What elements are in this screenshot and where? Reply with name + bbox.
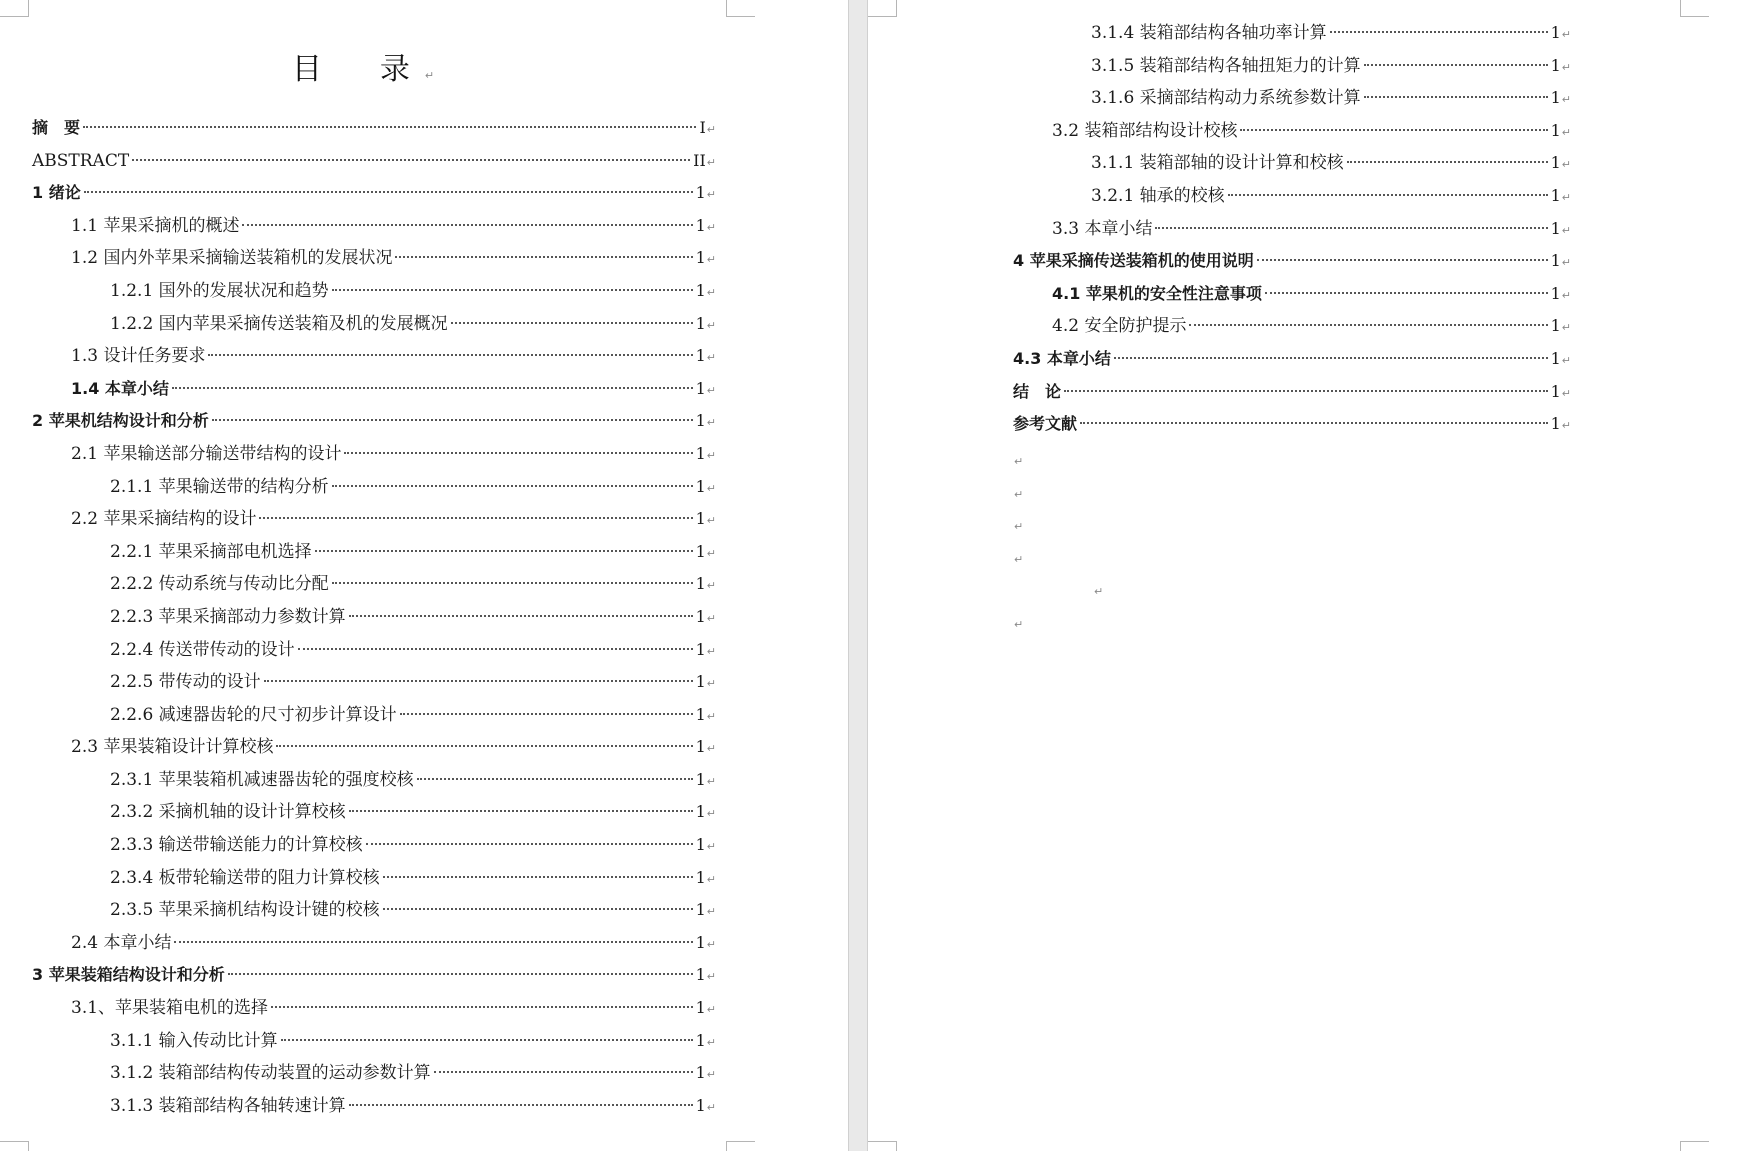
toc-entry-label: 4.1 苹果机的安全性注意事项 [1052,283,1262,303]
toc-entry[interactable] [868,213,1743,246]
toc-entry-label: 3.1.4 装箱部结构各轴功率计算 [1091,23,1327,43]
toc-entry[interactable] [868,82,1743,115]
toc-dot-leader [208,354,692,356]
toc-page-number: 1 [695,932,706,952]
toc-page-number: 1 [695,378,706,398]
paragraph-mark-icon: ↵ [706,677,716,691]
paragraph-mark-icon: ↵ [706,579,716,593]
toc-page-number: 1 [695,509,706,529]
toc-entry-label: 2.2.5 带传动的设计 [110,672,261,693]
paragraph-mark-icon: ↵ [1561,60,1571,74]
toc-dot-leader [417,778,693,780]
toc-entry-label: 2.3.4 板带轮输送带的阻力计算校核 [110,867,380,888]
toc-dot-leader [332,582,693,584]
toc-heading-text: 目 录 [291,52,424,87]
toc-entry[interactable] [0,764,848,797]
toc-entry-label: 2 苹果机结构设计和分析 [32,411,209,431]
toc-page-number: 1 [1550,316,1561,336]
toc-page-number: 1 [695,1030,706,1050]
toc-entry[interactable] [0,242,848,275]
toc-dot-leader [1228,194,1548,196]
toc-entry[interactable] [0,308,848,341]
toc-dot-leader [1364,64,1548,66]
paragraph-mark-icon: ↵ [1561,125,1571,139]
crop-mark [0,0,29,17]
toc-entry[interactable] [0,568,848,601]
toc-entry[interactable] [868,278,1743,311]
paragraph-mark-icon: ↵ [1014,520,1024,534]
toc-page-number: 1 [695,867,706,887]
toc-entry[interactable] [0,1057,848,1090]
paragraph-mark-icon: ↵ [1561,223,1571,237]
toc-entry-label: 2.1 苹果输送部分输送带结构的设计 [71,443,342,464]
toc-entry[interactable] [0,601,848,634]
paragraph-mark-icon: ↵ [1561,190,1571,204]
toc-entry[interactable] [0,992,848,1025]
toc-page-number: 1 [695,574,706,594]
paragraph-mark-icon: ↵ [424,69,449,82]
paragraph-mark-icon: ↵ [706,546,716,560]
paragraph-mark-icon: ↵ [1561,386,1571,400]
crop-mark [1680,0,1709,17]
toc-dot-leader [298,648,693,650]
toc-page-number: 1 [1550,414,1561,434]
paragraph-mark-icon: ↵ [1561,158,1571,172]
paragraph-mark-icon: ↵ [1561,93,1571,107]
paragraph-mark-icon: ↵ [706,1068,716,1082]
toc-entry-label: 3.2.1 轴承的校核 [1091,185,1225,206]
toc-dot-leader [264,680,693,682]
crop-mark [726,1141,755,1151]
crop-mark [868,1141,897,1151]
toc-entry-label: 1 绪论 [32,183,81,203]
toc-entry[interactable] [868,376,1743,409]
paragraph-mark-icon: ↵ [706,220,716,234]
toc-page-number: 1 [695,476,706,496]
toc-entry[interactable] [868,408,1743,441]
empty-paragraph[interactable] [868,609,1103,642]
crop-mark [0,1141,29,1151]
toc-entry[interactable] [0,503,848,536]
toc-page-number: 1 [695,672,706,692]
toc-dot-leader [1330,31,1548,33]
document-page-left[interactable] [0,0,848,1151]
toc-entry[interactable] [868,343,1743,376]
toc-page-number: 1 [1550,348,1561,368]
toc-entry[interactable] [868,147,1743,180]
toc-dot-leader [451,322,693,324]
toc-entry-label: 2.3.2 采摘机轴的设计计算校核 [110,802,346,823]
toc-entry-label: 2.2.2 传动系统与传动比分配 [110,574,329,595]
toc-entry-label: 2.2.6 减速器齿轮的尺寸初步计算设计 [110,704,397,725]
toc-page-number: 1 [1550,185,1561,205]
toc-entry-label: 1.4 本章小结 [71,378,169,398]
toc-entry[interactable] [0,862,848,895]
toc-entry[interactable] [868,245,1743,278]
toc-dot-leader [344,452,692,454]
toc-dot-leader [83,126,696,128]
toc-dot-leader [271,1006,693,1008]
toc-entry-label: 2.1.1 苹果输送带的结构分析 [110,476,329,497]
crop-mark [726,0,755,17]
toc-heading [0,44,740,88]
toc-page-number: 1 [695,1063,706,1083]
toc-page-number: 1 [695,346,706,366]
paragraph-mark-icon: ↵ [706,709,716,723]
toc-page-number: 1 [695,802,706,822]
toc-page-number: 1 [1550,251,1561,271]
crop-mark [868,0,897,17]
toc-dot-leader [315,550,693,552]
paragraph-mark-icon: ↵ [1014,617,1024,631]
paragraph-mark-icon: ↵ [706,514,716,528]
toc-list-right [868,17,1743,441]
toc-entry[interactable] [0,177,848,210]
toc-dot-leader [1265,292,1548,294]
paragraph-mark-icon: ↵ [706,123,716,136]
toc-entry-label: 3.1.6 采摘部结构动力系统参数计算 [1091,88,1361,109]
toc-page-number: 1 [695,737,706,757]
paragraph-mark-icon: ↵ [706,905,716,919]
toc-entry[interactable] [0,536,848,569]
toc-page-number: 1 [695,313,706,333]
paragraph-mark-icon: ↵ [706,448,716,462]
toc-dot-leader [434,1071,693,1073]
paragraph-mark-icon: ↵ [706,970,716,984]
toc-entry-label: ABSTRACT [32,150,130,171]
toc-entry-label: 3.1.2 装箱部结构传动装置的运动参数计算 [110,1063,431,1084]
toc-entry-label: 3.1、苹果装箱电机的选择 [71,998,269,1019]
toc-entry-label: 3.1.1 装箱部轴的设计计算和校核 [1091,153,1344,174]
toc-page-number: 1 [1550,55,1561,75]
toc-page-number: 1 [695,704,706,724]
toc-page-number: 1 [1550,120,1561,140]
paragraph-mark-icon: ↵ [706,318,716,332]
paragraph-mark-icon: ↵ [706,937,716,951]
paragraph-mark-icon: ↵ [706,481,716,495]
toc-entry-label: 参考文献 [1013,414,1078,434]
toc-dot-leader [395,256,692,258]
toc-dot-leader [1114,357,1548,359]
toc-entry[interactable] [0,340,848,373]
empty-paragraph[interactable] [868,576,1103,609]
toc-entry[interactable] [868,17,1743,50]
toc-entry[interactable] [0,927,848,960]
paragraph-mark-icon: ↵ [706,872,716,886]
toc-page-number: 1 [695,248,706,268]
toc-entry-label: 2.2 苹果采摘结构的设计 [71,509,257,530]
toc-page-number: 1 [695,998,706,1018]
toc-dot-leader [1064,390,1548,392]
paragraph-mark-icon: ↵ [1561,28,1571,41]
toc-dot-leader [281,1039,693,1041]
toc-dot-leader [174,941,692,943]
toc-entry[interactable] [0,112,848,145]
toc-dot-leader [84,191,693,193]
paragraph-mark-icon: ↵ [706,188,716,202]
paragraph-mark-icon: ↵ [706,1100,716,1114]
toc-entry[interactable] [0,275,848,308]
toc-page-number: II [693,150,706,170]
toc-entry-label: 1.2.2 国内苹果采摘传送装箱及机的发展概况 [110,313,448,334]
paragraph-mark-icon: ↵ [706,253,716,267]
toc-dot-leader [228,973,693,975]
toc-page-number: 1 [1550,88,1561,108]
toc-entry-label: 4.2 安全防护提示 [1052,316,1187,337]
toc-dot-leader [383,908,693,910]
paragraph-mark-icon: ↵ [1094,585,1104,599]
empty-paragraph[interactable] [868,479,1103,512]
paragraph-mark-icon: ↵ [1014,455,1024,468]
toc-dot-leader [366,843,693,845]
toc-page-number: I [699,118,706,137]
toc-entry-label: 2.3.1 苹果装箱机减速器齿轮的强度校核 [110,769,414,790]
empty-paragraph[interactable] [868,544,1103,577]
toc-dot-leader [332,289,693,291]
toc-entry-label: 3.1.5 装箱部结构各轴扭矩力的计算 [1091,55,1361,76]
paragraph-mark-icon: ↵ [706,383,716,397]
toc-entry-label: 2.4 本章小结 [71,932,172,953]
toc-entry[interactable] [0,829,848,862]
toc-entry[interactable] [0,959,848,992]
toc-entry-label: 结 论 [1013,381,1062,401]
toc-dot-leader [1240,129,1547,131]
paragraph-mark-icon: ↵ [1561,419,1571,433]
toc-page-number: 1 [695,411,706,431]
paragraph-mark-icon: ↵ [706,416,716,430]
empty-paragraph[interactable] [868,446,1103,479]
toc-page-number: 1 [1550,381,1561,401]
toc-entry-label: 2.3.5 苹果采摘机结构设计键的校核 [110,900,380,921]
toc-dot-leader [1155,227,1547,229]
toc-dot-leader [349,1104,693,1106]
document-page-right[interactable] [868,0,1743,1151]
toc-entry-label: 摘 要 [32,118,81,137]
paragraph-mark-icon: ↵ [1561,321,1571,335]
toc-page-number: 1 [1550,283,1561,303]
toc-dot-leader [400,713,693,715]
toc-page-number: 1 [695,900,706,920]
toc-page-number: 1 [695,541,706,561]
paragraph-mark-icon: ↵ [706,1035,716,1049]
toc-entry[interactable] [0,145,848,178]
toc-entry-label: 2.3 苹果装箱设计计算校核 [71,737,274,758]
toc-dot-leader [1080,422,1548,424]
toc-page-number: 1 [695,183,706,203]
toc-page-number: 1 [695,1095,706,1115]
toc-entry[interactable] [0,405,848,438]
crop-mark [1680,1141,1709,1151]
toc-entry-label: 2.3.3 输送带输送能力的计算校核 [110,835,363,856]
toc-entry-label: 3.1.1 输入传动比计算 [110,1030,278,1051]
toc-page-number: 1 [695,215,706,235]
toc-entry[interactable] [0,471,848,504]
toc-entry-label: 3 苹果装箱结构设计和分析 [32,965,225,985]
toc-dot-leader [1189,324,1547,326]
paragraph-mark-icon: ↵ [706,351,716,365]
toc-dot-leader [383,876,693,878]
toc-page-number: 1 [695,443,706,463]
toc-page-number: 1 [1550,218,1561,238]
toc-entry-label: 1.3 设计任务要求 [71,346,206,367]
toc-dot-leader [212,419,693,421]
toc-page-number: 1 [695,835,706,855]
toc-entry[interactable] [0,373,848,406]
toc-page-number: 1 [695,965,706,985]
toc-dot-leader [276,745,692,747]
toc-page-number: 1 [695,280,706,300]
toc-page-number: 1 [695,639,706,659]
toc-entry[interactable] [0,1025,848,1058]
paragraph-mark-icon: ↵ [1561,288,1571,302]
paragraph-mark-icon: ↵ [706,285,716,299]
toc-entry[interactable] [0,438,848,471]
paragraph-mark-icon: ↵ [706,840,716,854]
toc-entry-label: 1.1 苹果采摘机的概述 [71,215,240,236]
empty-paragraphs [868,446,1103,642]
toc-entry[interactable] [0,210,848,243]
toc-entry[interactable] [0,666,848,699]
toc-entry[interactable] [868,115,1743,148]
toc-dot-leader [132,159,690,161]
paragraph-mark-icon: ↵ [1561,353,1571,367]
toc-dot-leader [349,615,693,617]
toc-entry[interactable] [0,699,848,732]
paragraph-mark-icon: ↵ [1014,487,1024,501]
paragraph-mark-icon: ↵ [706,611,716,625]
paragraph-mark-icon: ↵ [706,644,716,658]
toc-entry[interactable] [0,894,848,927]
toc-entry[interactable] [0,1090,848,1123]
paragraph-mark-icon: ↵ [706,742,716,756]
paragraph-mark-icon: ↵ [706,155,716,169]
toc-page-number: 1 [1550,23,1561,42]
toc-entry[interactable] [0,731,848,764]
toc-entry[interactable] [868,180,1743,213]
toc-list-left [0,112,848,1122]
toc-dot-leader [1347,161,1548,163]
toc-entry[interactable] [868,310,1743,343]
toc-dot-leader [1364,96,1548,98]
toc-entry-label: 3.1.3 装箱部结构各轴转速计算 [110,1095,346,1116]
toc-dot-leader [1257,259,1548,261]
toc-entry-label: 3.2 装箱部结构设计校核 [1052,120,1238,141]
toc-entry-label: 4.3 本章小结 [1013,348,1111,368]
toc-page-number: 1 [695,606,706,626]
paragraph-mark-icon: ↵ [706,1003,716,1017]
toc-dot-leader [259,517,692,519]
toc-dot-leader [349,810,693,812]
toc-entry-label: 2.2.1 苹果采摘部电机选择 [110,541,312,562]
toc-dot-leader [332,485,693,487]
toc-entry[interactable] [868,50,1743,83]
toc-entry-label: 1.2.1 国外的发展状况和趋势 [110,280,329,301]
empty-paragraph[interactable] [868,511,1103,544]
toc-entry-label: 4 苹果采摘传送装箱机的使用说明 [1013,251,1254,271]
paragraph-mark-icon: ↵ [706,807,716,821]
toc-page-number: 1 [1550,153,1561,173]
toc-entry-label: 2.2.3 苹果采摘部动力参数计算 [110,606,346,627]
toc-entry-label: 1.2 国内外苹果采摘输送装箱机的发展状况 [71,248,393,269]
paragraph-mark-icon: ↵ [1561,256,1571,270]
paragraph-mark-icon: ↵ [706,774,716,788]
page-gap [848,0,868,1151]
toc-entry-label: 2.2.4 传送带传动的设计 [110,639,295,660]
toc-entry[interactable] [0,796,848,829]
toc-entry[interactable] [0,634,848,667]
toc-entry-label: 3.3 本章小结 [1052,218,1153,239]
toc-page-number: 1 [695,769,706,789]
paragraph-mark-icon: ↵ [1014,552,1024,566]
toc-dot-leader [172,387,693,389]
toc-dot-leader [242,224,692,226]
